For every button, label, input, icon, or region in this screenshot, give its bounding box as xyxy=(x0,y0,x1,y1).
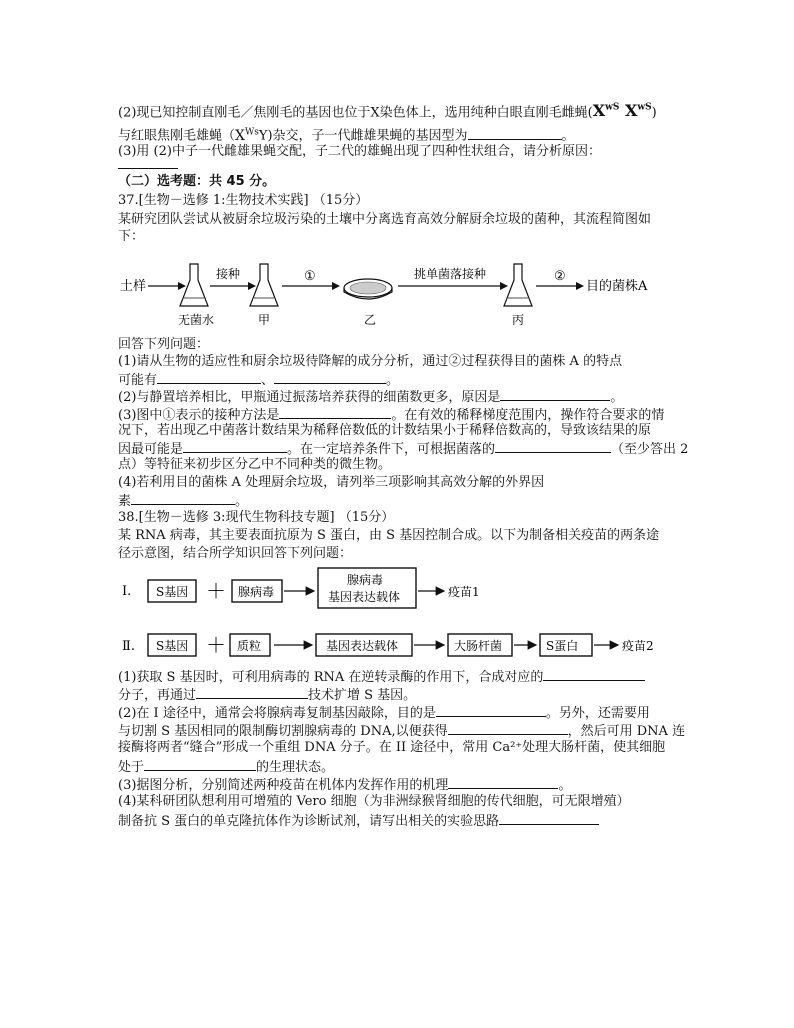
route-1-label: Ⅰ. xyxy=(122,584,132,599)
genotype-female: $X^{wS}$ $X^{wS}$ xyxy=(592,101,652,121)
expression-vector-label: 基因表达载体 xyxy=(326,639,399,653)
s-gene-label: S基因 xyxy=(156,585,189,599)
q37-flow-diagram xyxy=(118,258,678,334)
q37-intro-2: 下： xyxy=(118,229,145,244)
adenovirus-vector-label-1: 腺病毒 xyxy=(347,573,384,587)
adenovirus-vector-label-2: 基因表达载体 xyxy=(328,590,401,604)
flask-bing-label: 丙 xyxy=(512,313,525,327)
answer-blank[interactable] xyxy=(448,776,558,789)
answer-blank[interactable] xyxy=(183,440,287,453)
answer-blank[interactable] xyxy=(279,406,391,419)
petri-dish-icon xyxy=(344,279,392,299)
q38-p2-line3: 接酶将两者“缝合”形成一个重组 DNA 分子。在 II 途径中，常用 Ca²⁺处理大肠杆菌，使其细胞 xyxy=(118,740,666,755)
answer-blank[interactable] xyxy=(131,492,235,505)
inoculate-label: 接种 xyxy=(216,267,241,281)
pick-colony-label: 挑单菌落接种 xyxy=(414,267,487,281)
plus-sign: ＋ xyxy=(206,579,226,603)
arrow-head xyxy=(332,282,340,290)
q38-p2-line4: 处于 的生理状态。 xyxy=(118,760,335,775)
q37-ask: 回答下列问题： xyxy=(118,337,210,352)
s-gene-label-2: S基因 xyxy=(156,639,189,653)
arrow-head xyxy=(576,282,584,290)
answer-blank[interactable] xyxy=(448,722,568,735)
answer-blank[interactable] xyxy=(144,758,256,771)
answer-blank[interactable] xyxy=(274,371,386,384)
q37-p4-line1: (4)若利用目的菌株 A 处理厨余垃圾，请列举三项影响其高效分解的外界因 xyxy=(118,475,545,490)
answer-blank[interactable] xyxy=(499,812,599,825)
flask-jia-label: 甲 xyxy=(258,313,271,327)
flask-water-label: 无菌水 xyxy=(178,313,215,327)
q37-header: 37.[生物－选修 1:生物技术实践] （15分） xyxy=(118,193,369,208)
flask-bing-icon xyxy=(504,264,532,306)
flask-water-icon xyxy=(180,264,208,306)
answer-blank[interactable] xyxy=(436,704,546,717)
adenovirus-label: 腺病毒 xyxy=(238,585,275,599)
q37-p3-line1: (3)图中①表示的接种方法是 。在有效的稀释梯度范围内，操作符合要求的情 xyxy=(118,408,665,423)
q38-intro-2: 径示意图，结合所学知识回答下列问题： xyxy=(118,546,353,561)
flask-jia-icon xyxy=(250,264,278,306)
q2-line2: 与红眼焦刚毛雄蝇$(X^{Ws}Y)$杂交，子一代雌雄果蝇的基因型为 。 xyxy=(118,127,575,144)
arrow-head xyxy=(248,282,256,290)
target-strain-label: 目的菌株A xyxy=(586,279,648,294)
ecoli-label: 大肠杆菌 xyxy=(454,639,503,653)
answer-blank[interactable] xyxy=(543,668,645,681)
q38-p1-line1: (1)获取 S 基因时，可利用病毒的 RNA 在逆转录酶的作用下，合成对应的 xyxy=(118,668,645,686)
q37-p3-line2: 况下，若出现乙中菌落计数结果为稀释倍数低的计数结果小于稀释倍数高的，导致该结果的原 xyxy=(118,423,652,438)
q38-p2-line2: 与切割 S 基因相同的限制酶切割腺病毒的 DNA,以便获得 ，然后可用 DNA 连 xyxy=(118,724,686,739)
route-2-label: Ⅱ. xyxy=(122,639,135,654)
answer-blank[interactable] xyxy=(500,388,610,401)
section-title: （二）选考题：共 45 分。 xyxy=(118,174,276,189)
q38-p4-line2: 制备抗 S 蛋白的单克隆抗体作为诊断试剂，请写出相关的实验思路 xyxy=(118,812,599,830)
vaccine-1-label: 疫苗1 xyxy=(448,585,480,599)
answer-blank[interactable] xyxy=(157,371,261,384)
q38-intro-1: 某 RNA 病毒，其主要表面抗原为 S 蛋白，由 S 基因控制合成。以下为制备相关疫苗的两条途 xyxy=(118,528,660,543)
q37-p3-line3: 因最可能是 。在一定培养条件下，可根据菌落的 （至少答出 2 xyxy=(118,442,689,457)
q37-intro-1: 某研究团队尝试从被厨余垃圾污染的土壤中分离选育高效分解厨余垃圾的菌种，其流程简图如 xyxy=(118,212,652,227)
vaccine-2-label: 疫苗2 xyxy=(622,639,654,653)
answer-blank[interactable] xyxy=(196,686,308,699)
answer-blank[interactable] xyxy=(468,127,562,140)
soil-label: 土样 xyxy=(120,279,147,294)
q38-p3-line1: (3)据图分析，分别简述两种疫苗在机体内发挥作用的机理 。 xyxy=(118,778,572,793)
q38-p4-line1: (4)某科研团队想利用可增殖的 Vero 细胞（为非洲绿猴肾细胞的传代细胞，可无限增殖） xyxy=(118,794,630,809)
plus-sign-2: ＋ xyxy=(206,633,226,657)
q2-line1: (2)现已知控制直刚毛／焦刚毛的基因也位于X染色体上，选用纯种白眼直刚毛雌蝇($X^{wS}$ $X^{wS}$) xyxy=(118,101,657,121)
q38-p2-line1: (2)在 I 途径中，通常会将腺病毒复制基因敲除，目的是 。另外，还需要用 xyxy=(118,706,650,721)
step1-label: ① xyxy=(304,269,316,284)
q37-p2-line1: (2)与静置培养相比，甲瓶通过振荡培养获得的细菌数更多，原因是 。 xyxy=(118,390,624,405)
arrow-head xyxy=(178,282,186,290)
arrow-head xyxy=(500,282,508,290)
q37-p1-line2: 可能有 、 。 xyxy=(118,373,400,388)
answer-blank[interactable] xyxy=(118,168,178,169)
dish-yi-label: 乙 xyxy=(364,313,377,327)
q37-p4-line2: 素 。 xyxy=(118,494,249,509)
s-protein-label: S蛋白 xyxy=(546,639,579,653)
q37-p3-line4: 点）等特征来初步区分乙中不同种类的微生物。 xyxy=(118,457,392,472)
q37-p1-line1: (1)请从生物的适应性和厨余垃圾待降解的成分分析，通过②过程获得目的菌株 A 的特点 xyxy=(118,354,623,369)
q38-pathway-diagram xyxy=(118,566,678,666)
q3-line1: (3)用 (2)中子一代雌雄果蝇交配，子二代的雄蝇出现了四种性状组合，请分析原因： xyxy=(118,144,601,159)
q38-header: 38.[生物－选修 3:现代生物科技专题] （15分） xyxy=(118,510,395,525)
plasmid-label: 质粒 xyxy=(237,639,262,653)
answer-blank[interactable] xyxy=(495,440,611,453)
step2-label: ② xyxy=(554,269,566,284)
genotype-male: $X^{Ws}$ xyxy=(235,127,259,144)
q38-p1-line2: 分子，再通过 技术扩增 S 基因。 xyxy=(118,688,417,703)
